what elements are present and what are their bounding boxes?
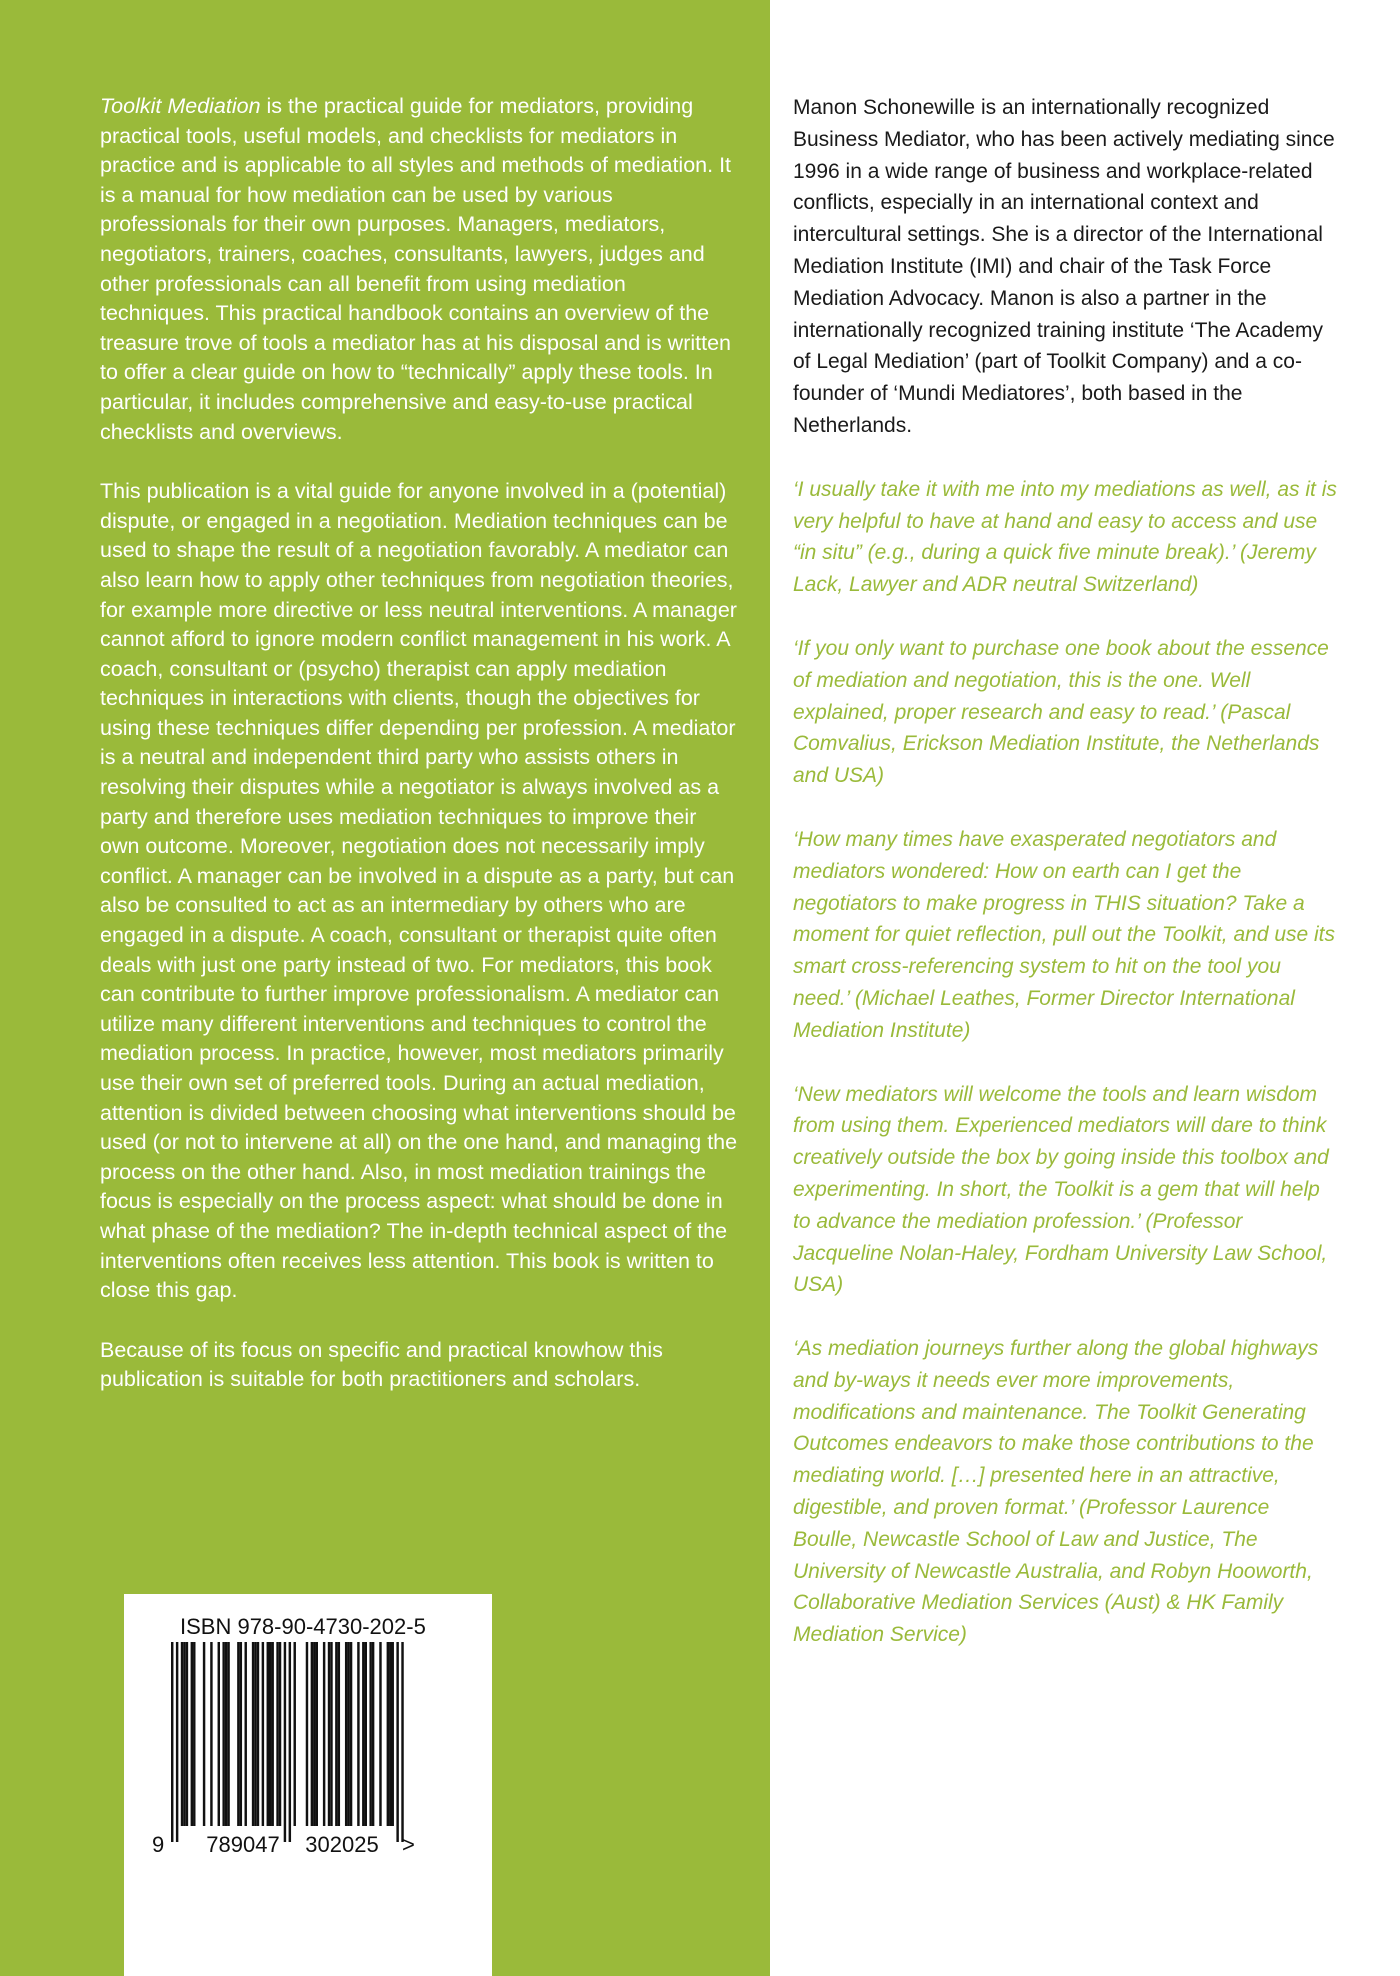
barcode-bar [306,1642,308,1826]
barcode-bar [254,1642,256,1826]
book-description [100,92,740,1425]
barcode-image [124,1594,492,1976]
barcode-bar [362,1642,364,1826]
quote-pascal-comvalius: ‘If you only want to purchase one book about the essence of mediation and negotiation, this is the one. Well explained, proper research and easy to read.’ (Pascal Comvalius, Erickson Mediation Institute, the Netherlands and USA) [793,636,1329,788]
barcode-bar [225,1642,227,1826]
description-paragraph-1-text: is the practical guide for mediators, providing practical tools, useful models, and checklists for mediators in practice and is applicable to all styles and methods of mediation. It is a manual for how mediation can be used by various professionals for their own purposes. Managers, mediators, negotiators, trainers, coaches, consultants, lawyers, judges and other professionals can all benefit from using mediation techniques. This practical handbook contains an overview of the treasure trove of tools a mediator has at his disposal and is written to offer a clear guide on how to “technically” apply these tools. In particular, it includes comprehensive and easy-to-use practical checklists and overviews. [100,94,732,444]
barcode-digits-right: 302025 [305,1832,379,1857]
barcode-bar [369,1642,371,1826]
barcode-bar [357,1642,359,1826]
barcode-bar [279,1642,281,1826]
barcode-bar [311,1642,313,1826]
barcode-bar [338,1642,340,1826]
isbn-label: ISBN 978-90-4730-202-5 [180,1614,426,1639]
barcode-bar [372,1642,374,1826]
barcode-bar [387,1642,389,1826]
barcode-bar [389,1642,391,1826]
barcode-guard-bar [171,1642,173,1842]
barcode-bar [323,1642,325,1826]
barcode-bar [267,1642,269,1826]
right-column [793,92,1338,1683]
barcode-bar [392,1642,394,1826]
barcode-bar [222,1642,224,1826]
barcode-bar [328,1642,330,1826]
barcode-bar [237,1642,239,1826]
barcode-bar [240,1642,242,1826]
barcode-bar [316,1642,318,1826]
barcode-bar [269,1642,271,1826]
book-title-italic: Toolkit Mediation [100,94,261,118]
quote-jacqueline-nolan-haley: ‘New mediators will welcome the tools and learn wisdom from using them. Experienced mediators will dare to think creatively outside the box by going inside this toolbox and experimenting. In short, the Toolkit is a gem that will help to advance the mediation profession.’ (Professor Jacqueline Nolan-Haley, Fordham University Law School, USA) [793,1082,1329,1297]
quote-jeremy-lack: ‘I usually take it with me into my mediations as well, as it is very helpful to have at hand and easy to access and use “in situ” (e.g., during a quick five minute break).’ (Jeremy Lack, Lawyer and ADR neutral Switzerland) [793,477,1337,597]
barcode-bar [330,1642,332,1826]
isbn-barcode-box [124,1594,492,1976]
barcode-guard-bar [284,1642,286,1842]
barcode-bar [245,1642,247,1826]
barcode-bar [365,1642,367,1826]
description-paragraph-1 [100,92,740,447]
barcode-bar [193,1642,195,1826]
description-paragraph-3: Because of its focus on specific and practical knowhow this publication is suitable for both practitioners and scholars. [100,1337,663,1392]
barcode-bar [186,1642,188,1826]
barcode-bar [191,1642,193,1826]
author-bio: Manon Schonewille is an internationally recognized Business Mediator, who has been actively mediating since 1996 in a wide range of business and workplace-related conflicts, especially in an international context and intercultural settings. She is a director of the International Mediation Institute (IMI) and chair of the Task Force Mediation Advocacy. Manon is also a partner in the internationally recognized training institute ‘The Academy of Legal Mediation’ (part of Toolkit Company) and a co-founder of ‘Mundi Mediatores’, both based in the Netherlands. [793,96,1335,437]
barcode-bar [183,1642,185,1826]
quote-laurence-boulle: ‘As mediation journeys further along the global highways and by-ways it needs ever more improvements, modifications and maintenance. The Toolkit Generating Outcomes endeavors to make those contributions to the mediating world. […] presented here in an attractive, digestible, and proven format.’ (Professor Laurence Boulle, Newcastle School of Law and Justice, The University of Newcastle Australia, and Robyn Hooworth, Collaborative Mediation Services (Aust) & HK Family Mediation Service) [793,1337,1319,1647]
description-paragraph-2: This publication is a vital guide for anyone involved in a (potential) dispute, or engaged in a negotiation. Mediation techniques can be used to shape the result of a negotiation favorably. A mediator can also learn how to apply other techniques from negotiation theories, for example more directive or less neutral interventions. A manager cannot afford to ignore modern conflict management in his work. A coach, consultant or (psycho) therapist can apply mediation techniques in interactions with clients, though the objectives for using these techniques differ depending per profession. A mediator is a neutral and independent third party who assists others in resolving their disputes while a negotiator is always involved as a party and therefore uses mediation techniques to improve their own outcome. Moreover, negotiation does not necessarily imply conflict. A manager can be involved in a dispute as a party, but can also be consulted to act as an intermediary by others who are engaged in a dispute. A coach, consultant or therapist quite often deals with just one party instead of two. For mediators, this book can contribute to further improve professionalism. A mediator can utilize many different interventions and techniques to control the mediation process. In practice, however, most mediators primarily use their own set of preferred tools. During an actual mediation, attention is divided between choosing what interventions should be used (or not to intervene at all) on the one hand, and managing the process on the other hand. Also, in most mediation trainings the focus is especially on the process aspect: what should be done in what phase of the mediation? The in-depth technical aspect of the interventions often receives less attention. This book is written to close this gap. [100,479,738,1303]
barcode-bar [218,1642,220,1826]
barcode-guard-bar [289,1642,291,1842]
barcode-digit-first: 9 [152,1832,165,1857]
barcode-bar [257,1642,259,1826]
barcode-digits-left: 789047 [206,1832,280,1857]
barcode-bar [350,1642,352,1826]
quote-michael-leathes: ‘How many times have exasperated negotiators and mediators wondered: How on earth can I get the negotiators to make progress in THIS situation? Take a moment for quiet reflection, pull out the Toolkit, and use its smart cross-referencing system to hit on the tool you need.’ (Michael Leathes, Former Director International Mediation Institute) [793,827,1336,1042]
barcode-bar [345,1642,347,1826]
barcode-bar [379,1642,381,1826]
barcode-bar [271,1642,273,1826]
barcode-bar [252,1642,254,1826]
barcode-bar [347,1642,349,1826]
barcode-bar [276,1642,278,1826]
barcode-guard-bar [401,1642,403,1842]
barcode-bar [203,1642,205,1826]
barcode-bar [335,1642,337,1826]
barcode-quiet-zone-mark: > [402,1832,415,1857]
barcode-bars [171,1642,404,1842]
barcode-bar [181,1642,183,1826]
barcode-bar [313,1642,315,1826]
barcode-bar [294,1642,296,1826]
barcode-guard-bar [396,1642,398,1842]
barcode-bar [262,1642,264,1826]
barcode-guard-bar [176,1642,178,1842]
barcode-bar [210,1642,212,1826]
barcode-bar [227,1642,229,1826]
